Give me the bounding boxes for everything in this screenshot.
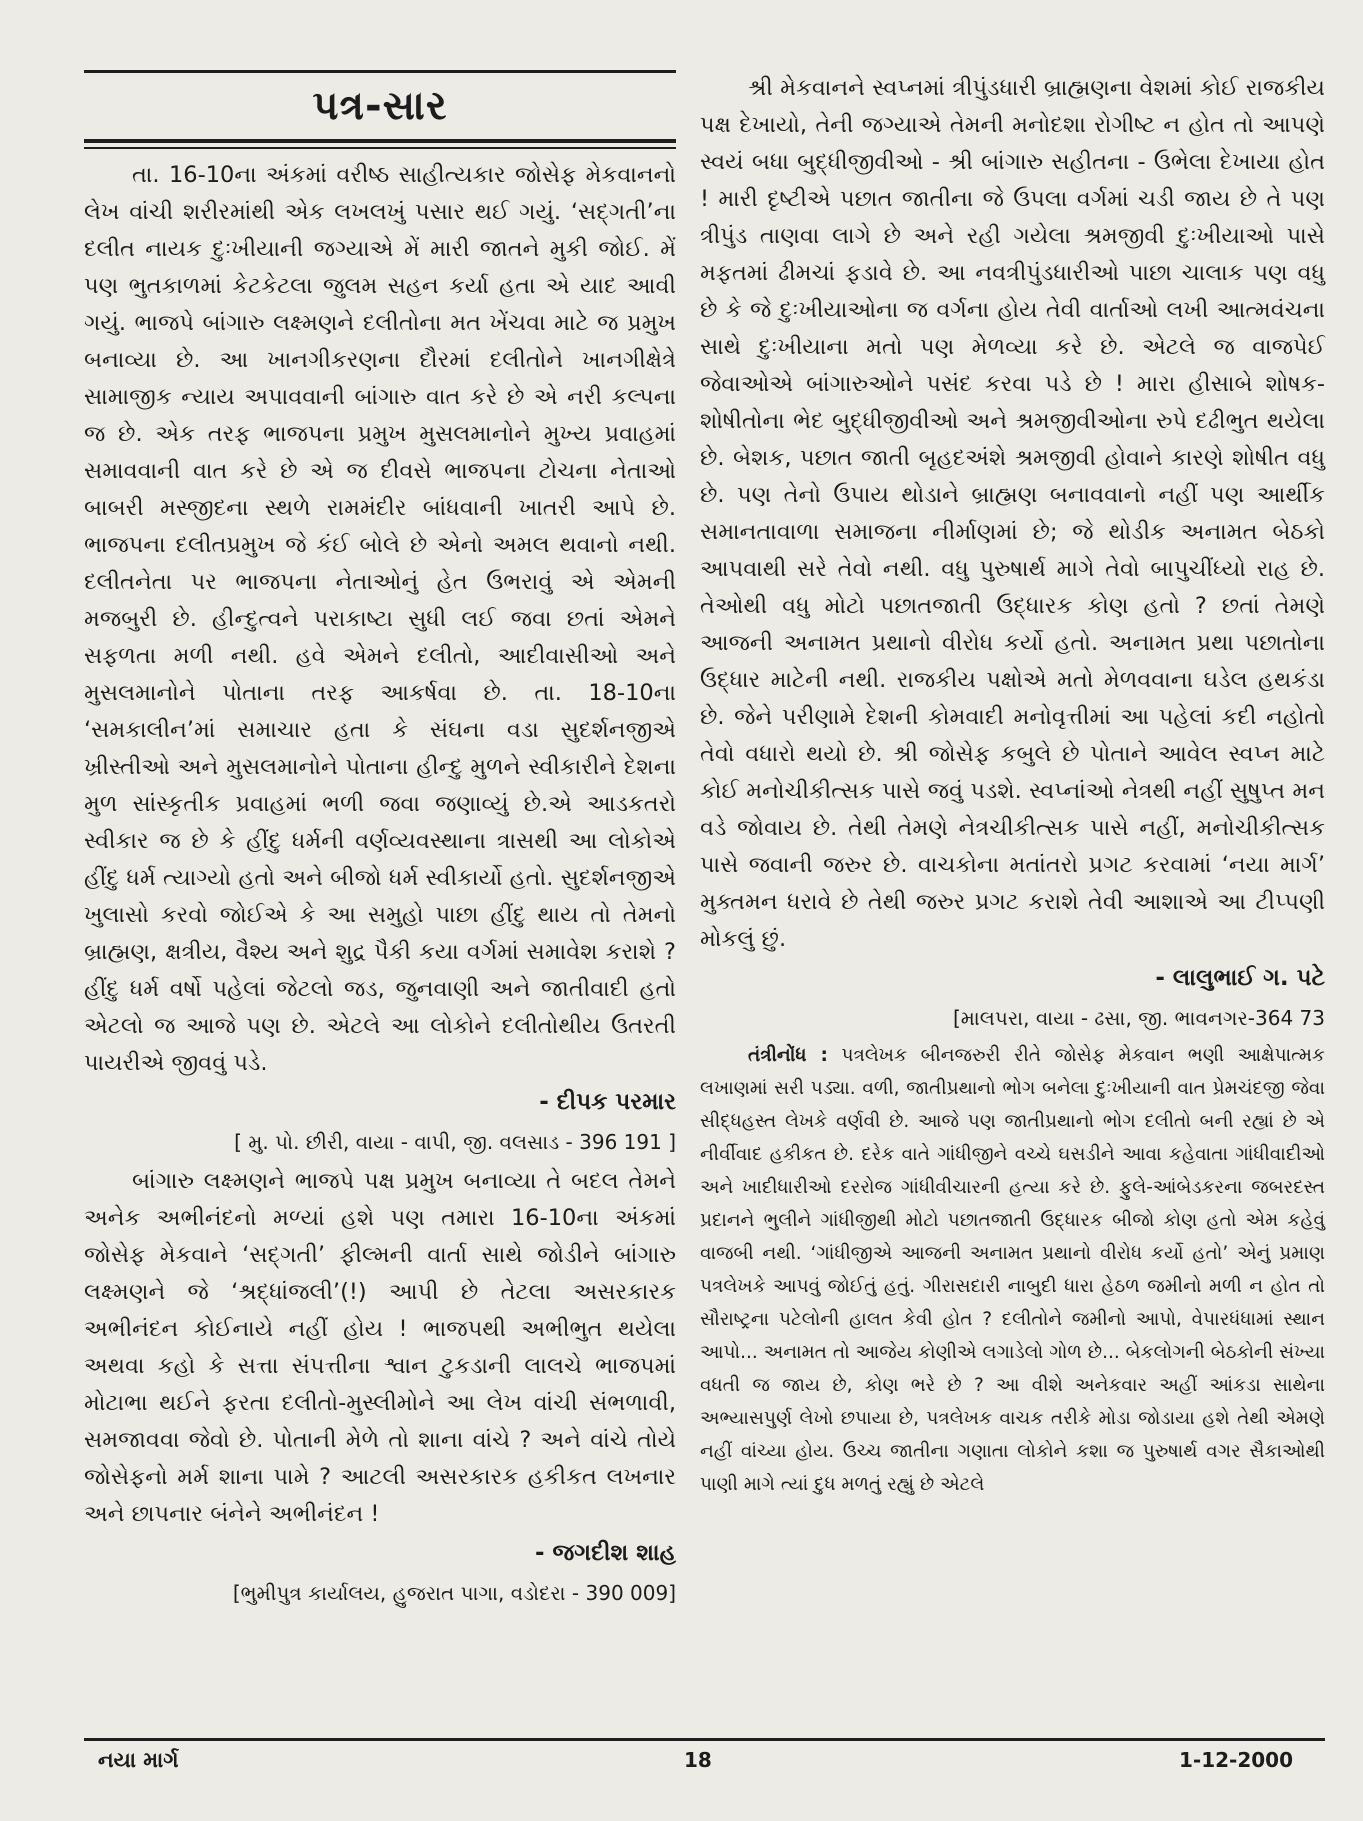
section-heading: પત્ર-સાર (312, 83, 448, 129)
footer-publication: નયા માર્ગ (98, 1748, 179, 1772)
letter-2-signature: - જગદીશ શાહ (535, 1540, 676, 1566)
right-column (700, 70, 1325, 1501)
footer-page-number: 18 (684, 1748, 712, 1772)
left-column (84, 70, 676, 1614)
footer-rule (84, 1738, 1325, 1741)
letter-2-address: [ભુમીપુત્ર કાર્યાલય, હુજરાત પાગા, વડોદરા - 390 009] (232, 1581, 676, 1605)
letter-2-body: બાંગારુ લક્ષ્મણને ભાજપે પક્ષ પ્રમુખ બનાવ્યા તે બદલ તેમને અનેક અભીનંદનો મળ્યાં હશે પણ તમારા 16-10ના અંકમાં જોસેફ મેકવાને ‘સદ્‌ગતી’ ફીલ્મની વાર્તા સાથે જોડીને બાંગારુ લક્ષ્મણને જે ‘શ્રદ્ધાંજલી’(!) આપી છે તેટલા અસરકારક અભીનંદન કોઈનાયે નહીં હોય ! ભાજપથી અભીભુત થયેલા અથવા કહો કે સત્તા સંપત્તીના શ્વાન ટુકડાની લાલચે ભાજપમાં મોટાભા થઈને ફરતા દલીતો-મુસ્લીમોને આ લેખ વાંચી સંભળાવી, સમજાવવા જેવો છે. પોતાની મેળે તો શાના વાંચે ? અને વાંચે તોયે જોસેફનો મર્મ શાના પામે ? આટલી અસરકારક હકીકત લખનાર અને છાપનાર બંનેને અભીનંદન ! (84, 1168, 676, 1527)
editor-note-text: પત્રલેખક બીનજરુરી રીતે જોસેફ મેકવાન ભણી આક્ષેપાત્મક લખાણમાં સરી પડ્યા. વળી, જાતીપ્રથાનો ભોગ બનેલા દુઃખીયાની વાત પ્રેમચંદજી જેવા સીદ્ધહસ્ત લેખકે વર્ણવી છે. આજે પણ જાતીપ્રથાનો ભોગ દલીતો બની રહ્યાં છે એ નીર્વીવાદ હકીકત છે. દરેક વાતે ગાંધીજીને વચ્ચે ઘસડીને આવા કહેવાતા ગાંધીવાદીઓ અને ખાદીધારીઓ દરરોજ ગાંધીવીચારની હત્યા કરે છે. ફુલે-આંબેડકરના જબરદસ્ત પ્રદાનને ભુલીને ગાંધીજીથી મોટો પછાતજાતી ઉદ્ધારક બીજો કોણ હતો એમ કહેવું વાજબી નથી. ‘ગાંધીજીએ આજની અનામત પ્રથાનો વીરોધ કર્યો હતો’ એનું પ્રમાણ પત્રલેખકે આપવું જોઈતું હતું. ગીરાસદારી નાબુદી ધારા હેઠળ જમીનો મળી ન હોત તો સૌરાષ્ટ્રના પટેલોની હાલત કેવી હોત ? દલીતોને જમીનો આપો, વેપારધંધામાં સ્થાન આપો... અનામત તો આજેય કોણીએ લગાડેલો ગોળ છે... બેકલોગની બેઠકોની સંખ્યા વધતી જ જાય છે, કોણ ભરે છે ? આ વીશે અનેકવાર અહીં આંકડા સાથેના અભ્યાસપુર્ણ લેખો છપાયા છે, પત્રલેખક વાચક તરીકે મોડા જોડાયા હશે તેથી એમણે નહીં વાંચ્યા હોય. ઉચ્ચ જાતીના ગણાતા લોકોને કશા જ પુરુષાર્થ વગર સૈકાઓથી પાણી માગે ત્યાં દુધ મળતું રહ્યું છે એટલે (700, 1045, 1325, 1495)
footer-date: 1-12-2000 (1178, 1748, 1293, 1772)
top-rule (84, 70, 676, 73)
editor-note-label: તંત્રીનોંધ : (748, 1045, 828, 1066)
letter-3-body: શ્રી મેકવાનને સ્વપ્નમાં ત્રીપુંડધારી બ્રાહ્મણના વેશમાં કોઈ રાજકીય પક્ષ દેખાયો, તેની જગ્યાએ તેમની મનોદશા રોગીષ્ટ ન હોત તો આપણે સ્વયં બધા બુદ્ધીજીવીઓ - શ્રી બાંગારુ સહીતના - ઉભેલા દેખાયા હોત ! મારી દૃષ્ટીએ પછાત જાતીના જે ઉપલા વર્ગમાં ચડી જાય છે તે પણ ત્રીપુંડ તાણવા લાગે છે અને રહી ગયેલા શ્રમજીવી દુઃખીયાઓ પાસે મફતમાં ઢીમચાં ફડાવે છે. આ નવત્રીપુંડધારીઓ પાછા ચાલાક પણ વધુ છે કે જે દુઃખીયાઓના જ વર્ગના હોય તેવી વાર્તાઓ લખી આત્મવંચના સાથે દુઃખીયાના મતો પણ મેળવ્યા કરે છે. એટલે જ વાજપેઈ જેવાઓએ બાંગારુઓને પસંદ કરવા પડે છે ! મારા હીસાબે શોષક-શોષીતોના ભેદ બુદ્ધીજીવીઓ અને શ્રમજીવીઓના રુપે દઢીભુત થયેલા છે. બેશક, પછાત જાતી બૃહદઅંશે શ્રમજીવી હોવાને કારણે શોષીત વધુ છે. પણ તેનો ઉપાય થોડાને બ્રાહ્મણ બનાવવાનો નહીં પણ આર્થીક સમાનતાવાળા સમાજના નીર્માણમાં છે; જે થોડીક અનામત બેઠકો આપવાથી સરે તેવો નથી. વધુ પુરુષાર્થ માગે તેવો બાપુચીંધ્યો રાહ છે. તેઓથી વધુ મોટો પછાતજાતી ઉદ્ધારક કોણ હતો ? છતાં તેમણે આજની અનામત પ્રથાનો વીરોધ કર્યો હતો. અનામત પ્રથા પછાતોના ઉદ્ધાર માટેની નથી. રાજકીય પક્ષોએ મતો મેળવવાના ઘડેલ હથકંડા છે. જેને પરીણામે દેશની કોમવાદી મનોવૃત્તીમાં આ પહેલાં કદી નહોતો તેવો વધારો થયો છે. શ્રી જોસેફ કબુલે છે પોતાને આવેલ સ્વપ્ન માટે કોઈ મનોચીકીત્સક પાસે જવું પડશે. સ્વપ્નાંઓ નેત્રથી નહીં સુષુપ્ત મન વડે જોવાય છે. તેથી તેમણે નેત્રચીકીત્સક પાસે નહીં, મનોચીકીત્સક પાસે જવાની જરુર છે. વાચકોના મતાંતરો પ્રગટ કરવામાં ‘નયા માર્ગ’ મુક્તમન ધરાવે છે તેથી જરુર પ્રગટ કરાશે તેવી આશાએ આ ટીપ્પણી મોકલું છું. (700, 75, 1325, 952)
letter-1-address: [ મુ. પો. છીરી, વાયા - વાપી, જી. વલસાડ - 396 191 ] (234, 1130, 676, 1154)
heading-rule (84, 139, 676, 149)
letter-3-signature: - લાલુભાઈ ગ. પટે (1155, 965, 1325, 991)
letter-3-address: [માલપરા, વાયા - ઢસા, જી. ભાવનગર-364 73 (952, 1006, 1325, 1030)
letter-1-body: તા. 16-10ના અંકમાં વરીષ્ઠ સાહીત્યકાર જોસેફ મેકવાનનો લેખ વાંચી શરીરમાંથી એક લખલખું પસાર થઈ ગયું. ‘સદ્‌ગતી’ના દલીત નાયક દુઃખીયાની જગ્યાએ મેં મારી જાતને મુકી જોઈ. મેં પણ ભુતકાળમાં કેટકેટલા જુલમ સહન કર્યા હતા એ યાદ આવી ગયું. ભાજપે બાંગારુ લક્ષ્મણને દલીતોના મત ખેંચવા માટે જ પ્રમુખ બનાવ્યા છે. આ ખાનગીકરણના દૌરમાં દલીતોને ખાનગીક્ષેત્રે સામાજીક ન્યાય અપાવવાની બાંગારુ વાત કરે છે એ નરી કલ્પના જ છે. એક તરફ ભાજપના પ્રમુખ મુસલમાનોને મુખ્ય પ્રવાહમાં સમાવવાની વાત કરે છે એ જ દીવસે ભાજપના ટોચના નેતાઓ બાબરી મસ્જીદના સ્થળે રામમંદીર બાંધવાની ખાતરી આપે છે. ભાજપના દલીતપ્રમુખ જે કંઈ બોલે છે એનો અમલ થવાનો નથી. દલીતનેતા પર ભાજપના નેતાઓનું હેત ઉભરાવું એ એમની મજબુરી છે. હીન્દુત્વને પરાકાષ્ટા સુધી લઈ જવા છતાં એમને સફળતા મળી નથી. હવે એમને દલીતો, આદીવાસીઓ અને મુસલમાનોને પોતાના તરફ આકર્ષવા છે. તા. 18-10ના ‘સમકાલીન’માં સમાચાર હતા કે સંઘના વડા સુદર્શનજીએ ખ્રીસ્તીઓ અને મુસલમાનોને પોતાના હીન્દુ મુળને સ્વીકારીને દેશના મુળ સાંસ્કૃતીક પ્રવાહમાં ભળી જવા જણાવ્યું છે.એ આડકતરો સ્વીકાર જ છે કે હીંદુ ધર્મની વર્ણવ્યવસ્થાના ત્રાસથી આ લોકોએ હીંદુ ધર્મ ત્યાગ્યો હતો અને બીજો ધર્મ સ્વીકાર્યો હતો. સુદર્શનજીએ ખુલાસો કરવો જોઈએ કે આ સમુહો પાછા હીંદુ થાય તો તેમનો બ્રાહ્મણ, ક્ષત્રીય, વૈશ્ય અને શુદ્ર પૈકી કયા વર્ગમાં સમાવેશ કરાશે ? હીંદુ ધર્મ વર્ષો પહેલાં જેટલો જડ, જુનવાણી અને જાતીવાદી હતો એટલો જ આજે પણ છે. એટલે આ લોકોને દલીતોથીય ઉતરતી પાયરીએ જીવવું પડે. (84, 162, 676, 1076)
editor-note (700, 1039, 1325, 1501)
letter-1-signature: - દીપક પરમાર (539, 1089, 676, 1115)
